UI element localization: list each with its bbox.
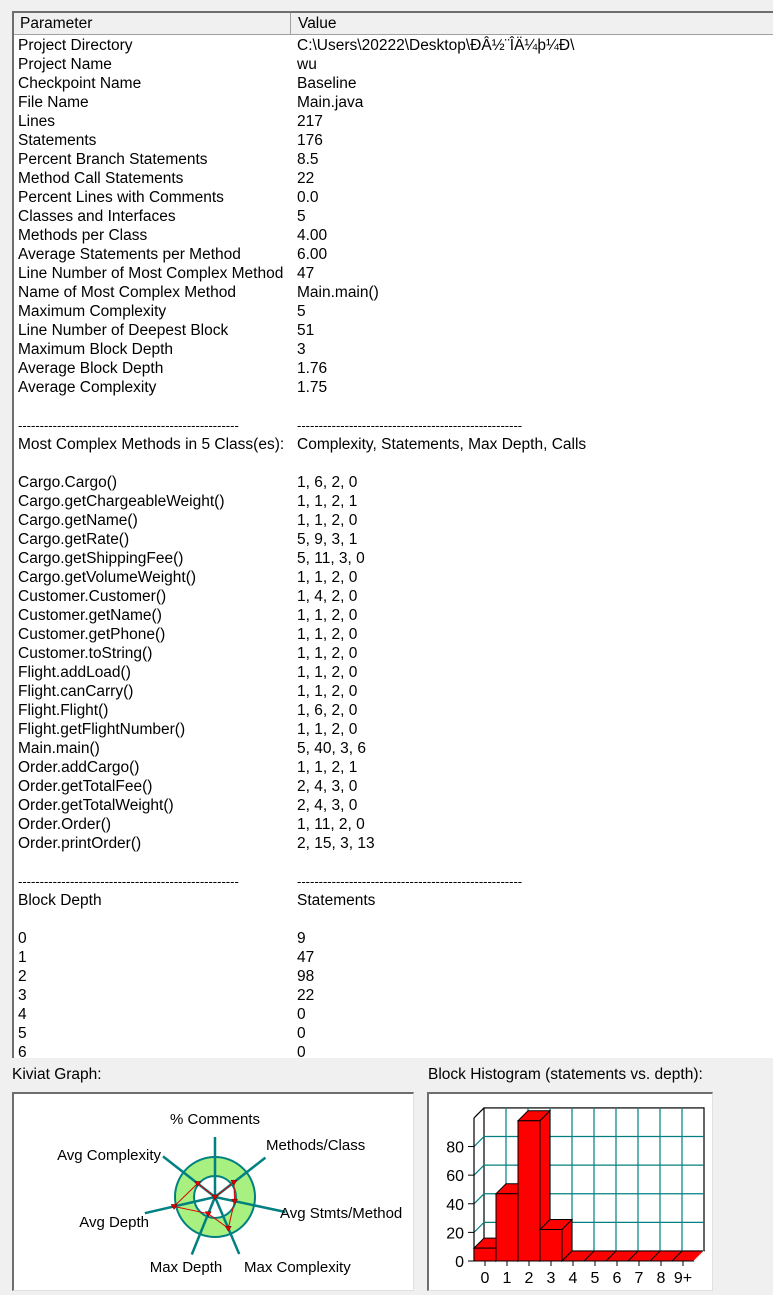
row-parameter: Percent Lines with Comments — [18, 189, 224, 206]
row-parameter: Line Number of Deepest Block — [18, 322, 229, 339]
row-parameter: Method Call Statements — [18, 170, 184, 187]
row-value: ---------------------------------------------------- — [297, 874, 523, 889]
row-value: 98 — [297, 968, 315, 985]
row-parameter: Flight.addLoad() — [18, 664, 131, 681]
x-tick-label: 1 — [502, 1270, 512, 1287]
table-row[interactable] — [14, 264, 773, 283]
row-parameter: Cargo.getName() — [18, 512, 138, 529]
row-parameter: Cargo.getVolumeWeight() — [18, 569, 197, 586]
separator-row[interactable] — [14, 416, 773, 435]
x-tick-label: 6 — [612, 1270, 622, 1287]
row-value: 1, 6, 2, 0 — [297, 474, 358, 491]
row-parameter: 2 — [18, 968, 27, 985]
x-tick-label: 3 — [546, 1270, 556, 1287]
section-header-row[interactable] — [14, 435, 773, 454]
row-parameter: Order.getTotalFee() — [18, 778, 153, 795]
method-row[interactable] — [14, 720, 773, 739]
row-value: 9 — [297, 930, 306, 947]
table-row[interactable] — [14, 245, 773, 264]
x-tick-label: 4 — [568, 1270, 578, 1287]
row-value: 1, 1, 2, 1 — [297, 493, 358, 510]
method-row[interactable] — [14, 606, 773, 625]
row-value: 47 — [297, 265, 315, 282]
method-row[interactable] — [14, 815, 773, 834]
row-value: 1.75 — [297, 379, 328, 396]
method-row[interactable] — [14, 492, 773, 511]
row-value: 0 — [297, 1044, 306, 1058]
kiviat-axis-label: Avg Depth — [79, 1214, 149, 1231]
row-parameter: Project Name — [18, 56, 112, 73]
histogram-bar — [540, 1220, 572, 1261]
depth-row[interactable] — [14, 986, 773, 1005]
depth-row[interactable] — [14, 1043, 773, 1058]
row-value: 3 — [297, 341, 306, 358]
row-value: 5, 40, 3, 6 — [297, 740, 366, 757]
y-tick-label: 40 — [446, 1196, 464, 1214]
row-parameter: Order.getTotalWeight() — [18, 797, 174, 814]
row-value: 0 — [297, 1006, 306, 1023]
row-value: 0.0 — [297, 189, 319, 206]
row-parameter: 5 — [18, 1025, 27, 1042]
table-row[interactable] — [14, 378, 773, 397]
row-value: Main.main() — [297, 284, 379, 301]
row-value: 1, 1, 2, 0 — [297, 664, 358, 681]
metrics-table[interactable] — [12, 11, 773, 1058]
row-parameter: Customer.toString() — [18, 645, 153, 662]
row-parameter: Order.Order() — [18, 816, 112, 833]
row-parameter: Maximum Complexity — [18, 303, 167, 320]
method-row[interactable] — [14, 758, 773, 777]
table-row[interactable] — [14, 55, 773, 74]
row-parameter: Classes and Interfaces — [18, 208, 176, 225]
row-value: 217 — [297, 113, 323, 130]
kiviat-graph — [14, 1094, 414, 1291]
y-tick-label: 60 — [446, 1168, 464, 1186]
row-parameter: Most Complex Methods in 5 Class(es): — [18, 436, 285, 453]
row-value: 51 — [297, 322, 315, 339]
kiviat-axis-label: Avg Complexity — [57, 1147, 161, 1164]
table-row[interactable] — [14, 321, 773, 340]
row-value: 47 — [297, 949, 315, 966]
row-value: 176 — [297, 132, 323, 149]
row-parameter: Main.main() — [18, 740, 100, 757]
row-parameter: 1 — [18, 949, 27, 966]
table-row[interactable] — [14, 93, 773, 112]
row-parameter: Average Statements per Method — [18, 246, 241, 263]
method-row[interactable] — [14, 682, 773, 701]
row-value: 2, 4, 3, 0 — [297, 778, 358, 795]
block-histogram-panel — [427, 1092, 713, 1291]
method-row[interactable] — [14, 777, 773, 796]
depth-row[interactable] — [14, 967, 773, 986]
kiviat-axis-label: % Comments — [169, 1111, 261, 1128]
row-parameter: Flight.getFlightNumber() — [18, 721, 186, 738]
x-tick-label: 7 — [634, 1270, 644, 1287]
row-parameter: Customer.Customer() — [18, 588, 167, 605]
table-row[interactable] — [14, 112, 773, 131]
row-value: 1, 1, 2, 0 — [297, 721, 358, 738]
kiviat-axis-label: Max Complexity — [244, 1259, 351, 1276]
row-parameter: Order.addCargo() — [18, 759, 140, 776]
row-parameter: --------------------------------------------------- — [18, 874, 239, 889]
row-parameter: Block Depth — [18, 892, 102, 909]
x-tick-label: 2 — [524, 1270, 534, 1287]
blank-row — [14, 397, 773, 416]
method-row[interactable] — [14, 625, 773, 644]
row-parameter: Statements — [18, 132, 97, 149]
kiviat-axis-label: Max Depth — [149, 1259, 223, 1276]
method-row[interactable] — [14, 739, 773, 758]
row-value: 1, 1, 2, 0 — [297, 512, 358, 529]
x-tick-label: 8 — [656, 1270, 666, 1287]
row-parameter: Flight.Flight() — [18, 702, 109, 719]
row-parameter: 4 — [18, 1006, 27, 1023]
table-row[interactable] — [14, 302, 773, 321]
row-value: 1, 6, 2, 0 — [297, 702, 358, 719]
method-row[interactable] — [14, 834, 773, 853]
row-parameter: Methods per Class — [18, 227, 148, 244]
row-parameter: 3 — [18, 987, 27, 1004]
method-row[interactable] — [14, 663, 773, 682]
method-row[interactable] — [14, 511, 773, 530]
table-row[interactable] — [14, 226, 773, 245]
row-value: 22 — [297, 170, 315, 187]
kiviat-graph-panel — [12, 1092, 414, 1291]
table-row[interactable] — [14, 150, 773, 169]
separator-row[interactable] — [14, 872, 773, 891]
row-value: 1, 1, 2, 0 — [297, 626, 358, 643]
section-header-row[interactable] — [14, 891, 773, 910]
row-value: 5 — [297, 303, 306, 320]
row-value: 1, 11, 2, 0 — [297, 816, 365, 833]
table-row[interactable] — [14, 207, 773, 226]
depth-row[interactable] — [14, 948, 773, 967]
row-value: Main.java — [297, 94, 364, 111]
row-parameter: Lines — [18, 113, 56, 130]
method-row[interactable] — [14, 701, 773, 720]
row-parameter: Cargo.getChargeableWeight() — [18, 493, 225, 510]
row-value: 1, 1, 2, 0 — [297, 683, 358, 700]
table-row[interactable] — [14, 36, 773, 55]
table-row[interactable] — [14, 283, 773, 302]
table-body — [14, 36, 773, 1058]
blank-row — [14, 910, 773, 929]
kiviat-title: Kiviat Graph: — [12, 1066, 102, 1083]
table-row[interactable] — [14, 131, 773, 150]
depth-row[interactable] — [14, 929, 773, 948]
method-row[interactable] — [14, 587, 773, 606]
row-parameter: Average Complexity — [18, 379, 157, 396]
x-tick-label: 9+ — [673, 1270, 693, 1287]
row-parameter: Project Directory — [18, 37, 133, 54]
row-parameter: Checkpoint Name — [18, 75, 142, 92]
column-header-parameter[interactable]: Parameter — [14, 13, 291, 34]
x-tick-label: 5 — [590, 1270, 600, 1287]
table-row[interactable] — [14, 169, 773, 188]
row-value: 1.76 — [297, 360, 328, 377]
kiviat-axis-label: Avg Stmts/Method — [280, 1205, 403, 1222]
row-parameter: Name of Most Complex Method — [18, 284, 236, 301]
method-row[interactable] — [14, 473, 773, 492]
histogram-title: Block Histogram (statements vs. depth): — [428, 1066, 703, 1083]
row-parameter: Maximum Block Depth — [18, 341, 174, 358]
row-value: Statements — [297, 892, 376, 909]
method-row[interactable] — [14, 644, 773, 663]
row-value: 22 — [297, 987, 315, 1004]
row-parameter: Line Number of Most Complex Method — [18, 265, 284, 282]
row-parameter: File Name — [18, 94, 89, 111]
row-value: 0 — [297, 1025, 306, 1042]
row-value: wu — [297, 56, 317, 73]
table-row[interactable] — [14, 188, 773, 207]
block-histogram — [429, 1094, 713, 1291]
row-value: Complexity, Statements, Max Depth, Calls — [297, 436, 587, 453]
row-value: 1, 1, 2, 0 — [297, 607, 358, 624]
row-value: 4.00 — [297, 227, 328, 244]
row-parameter: 0 — [18, 930, 27, 947]
row-parameter: Percent Branch Statements — [18, 151, 208, 168]
row-parameter: Cargo.Cargo() — [18, 474, 118, 491]
table-row[interactable] — [14, 359, 773, 378]
table-header — [14, 13, 773, 35]
row-value: ---------------------------------------------------- — [297, 418, 523, 433]
row-value: 1, 1, 2, 0 — [297, 645, 358, 662]
row-parameter: 6 — [18, 1044, 27, 1058]
y-tick-label: 0 — [455, 1254, 464, 1271]
row-value: 1, 1, 2, 0 — [297, 569, 358, 586]
row-parameter: Customer.getName() — [18, 607, 162, 624]
blank-row — [14, 853, 773, 872]
row-parameter: Cargo.getRate() — [18, 531, 130, 548]
depth-row[interactable] — [14, 1005, 773, 1024]
method-row[interactable] — [14, 568, 773, 587]
y-tick-label: 20 — [446, 1225, 464, 1243]
table-row[interactable] — [14, 74, 773, 93]
y-tick-label: 80 — [446, 1139, 464, 1157]
row-value: 8.5 — [297, 151, 319, 168]
row-value: 2, 15, 3, 13 — [297, 835, 375, 852]
row-value: C:\Users\20222\Desktop\ÐÂ½¨ÎÄ¼þ¼Ð\ — [297, 37, 575, 54]
row-parameter: --------------------------------------------------- — [18, 418, 239, 433]
row-value: 5 — [297, 208, 306, 225]
method-row[interactable] — [14, 530, 773, 549]
blank-row — [14, 454, 773, 473]
row-value: 1, 4, 2, 0 — [297, 588, 358, 605]
row-parameter: Flight.canCarry() — [18, 683, 134, 700]
row-value: 2, 4, 3, 0 — [297, 797, 358, 814]
depth-row[interactable] — [14, 1024, 773, 1043]
row-parameter: Order.printOrder() — [18, 835, 142, 852]
row-value: 6.00 — [297, 246, 328, 263]
row-parameter: Average Block Depth — [18, 360, 164, 377]
row-value: Baseline — [297, 75, 357, 92]
row-value: 5, 9, 3, 1 — [297, 531, 358, 548]
column-header-value[interactable]: Value — [298, 15, 337, 32]
row-value: 5, 11, 3, 0 — [297, 550, 365, 567]
x-tick-label: 0 — [480, 1270, 490, 1287]
kiviat-axis-label: Methods/Class — [266, 1137, 366, 1154]
row-value: 1, 1, 2, 1 — [297, 759, 358, 776]
row-parameter: Customer.getPhone() — [18, 626, 166, 643]
row-parameter: Cargo.getShippingFee() — [18, 550, 184, 567]
method-row[interactable] — [14, 549, 773, 568]
method-row[interactable] — [14, 796, 773, 815]
table-row[interactable] — [14, 340, 773, 359]
